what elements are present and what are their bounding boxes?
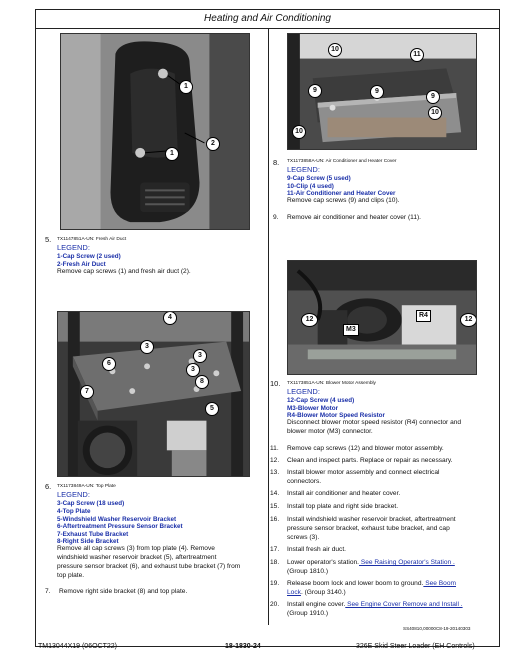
step13-number: 13. (270, 469, 280, 476)
step11-number: 11. (270, 445, 279, 452)
step5-instruction: Remove cap screws (1) and fresh air duct (2). (57, 268, 191, 275)
callout-3: 3 (186, 363, 200, 377)
step5-legend-item: 1-Cap Screw (2 used) (57, 253, 121, 260)
callout-4: 4 (163, 311, 177, 325)
step7-instruction: Remove right side bracket (8) and top plate. (59, 588, 188, 595)
callout-1-lower: 1 (165, 147, 179, 161)
step19-group: . (Group 3140.) (300, 589, 346, 596)
tag-r4: R4 (416, 310, 431, 322)
callout-10: 10 (292, 125, 306, 139)
callout-10: 10 (328, 43, 342, 57)
blower-motor-photo (287, 260, 477, 375)
step8-legend-title: LEGEND: (287, 165, 320, 174)
step18-number: 18. (270, 559, 280, 566)
step19-instruction (287, 580, 456, 589)
step12-number: 12. (270, 457, 280, 464)
column-divider (268, 29, 269, 625)
step5-number: 5. (45, 235, 52, 244)
step6-instruction-line: pressure sensor bracket (6), and exhaust tube bracket (7) from (57, 563, 241, 570)
step8-legend-item: 9-Cap Screw (5 used) (287, 175, 351, 182)
callout-12: 12 (460, 313, 477, 327)
step9-number: 9. (273, 214, 279, 221)
step6-instruction-line: Remove all cap screws (3) from top plate (4). Remove (57, 545, 215, 552)
fresh-air-duct-photo (60, 33, 250, 230)
tag-m3: M3 (343, 324, 359, 336)
callout-8: 8 (195, 375, 209, 389)
boom-lock-link[interactable]: See Boom (423, 580, 456, 587)
step10-figure-caption: TX1173851A-UN: Blower Motor Assembly (287, 381, 376, 386)
step11-instruction: Remove cap screws (12) and blower motor assembly. (287, 445, 444, 452)
step19-text: Release boom lock and lower boom to ground. (287, 580, 424, 587)
step6-legend-item: 5-Windshield Washer Reservoir Bracket (57, 516, 177, 523)
footer-page-number: 18-1830-24 (225, 643, 261, 650)
boom-lock-link-cont[interactable]: Lock (287, 589, 301, 596)
step20-group: (Group 1910.) (287, 610, 329, 617)
step7-number: 7. (45, 588, 51, 595)
step6-figure-caption: TX1173849A-UN: Top Plate (57, 484, 116, 489)
step17-number: 17. (270, 546, 280, 553)
step10-instruction-line: blower motor (M3) connector. (287, 428, 373, 435)
callout-9: 9 (308, 84, 322, 98)
step10-number: 10. (270, 379, 281, 388)
step6-legend-item: 3-Cap Screw (18 used) (57, 500, 125, 507)
callout-3: 3 (140, 340, 154, 354)
step6-legend-item: 7-Exhaust Tube Bracket (57, 531, 129, 538)
step18-text: Lower operator's station. (287, 559, 359, 566)
step10-legend-item: M3-Blower Motor (287, 405, 339, 412)
step6-legend-title: LEGEND: (57, 490, 90, 499)
step14-number: 14. (270, 490, 280, 497)
step6-legend-item: 4-Top Plate (57, 508, 91, 515)
ac-heater-cover-photo (287, 33, 477, 150)
step18-instruction (287, 559, 455, 568)
step16-instruction-line: pressure sensor bracket, exhaust tube bracket, and cap (287, 525, 450, 532)
step10-instruction-line: Disconnect blower motor speed resistor (R4) connector and (287, 419, 462, 426)
raising-operators-station-link[interactable]: See Raising Operator's Station . (359, 559, 455, 566)
step6-instruction-line: windshield washer reservoir bracket (5), aftertreatment (57, 554, 217, 561)
step15-instruction: Install top plate and right side bracket. (287, 503, 399, 510)
callout-6: 6 (102, 357, 116, 371)
step15-number: 15. (270, 503, 280, 510)
engine-cover-link[interactable]: See Engine Cover Remove and Install . (345, 601, 463, 608)
step6-legend-item: 8-Right Side Bracket (57, 538, 119, 545)
callout-12: 12 (301, 313, 318, 327)
callout-11: 11 (410, 48, 424, 62)
step6-legend-item: 6-Aftertreatment Pressure Sensor Bracket (57, 523, 183, 530)
page-header: Heating and Air Conditioning (35, 9, 500, 29)
step8-legend-item: 10-Clip (4 used) (287, 183, 334, 190)
step13-instruction-line: connectors. (287, 478, 322, 485)
step8-number: 8. (273, 158, 280, 167)
step16-instruction-line: Install windshield washer reservoir bracket, aftertreatment (287, 516, 456, 523)
section-id: SS40810,00000C8-19-20140303 (403, 626, 471, 631)
step19-line2 (287, 589, 346, 598)
step12-instruction: Clean and inspect parts. Replace or repair as necessary. (287, 457, 453, 464)
step20-text: Install engine cover. (287, 601, 346, 608)
step16-instruction-line: screws (3). (287, 534, 320, 541)
step20-number: 20. (270, 601, 280, 608)
step10-legend-title: LEGEND: (287, 387, 320, 396)
callout-7: 7 (80, 385, 94, 399)
step6-instruction-line: top plate. (57, 572, 85, 579)
top-plate-photo (57, 311, 250, 477)
step8-legend-item: 11-Air Conditioner and Heater Cover (287, 190, 396, 197)
callout-1: 1 (179, 80, 193, 94)
step20-instruction (287, 601, 463, 610)
step5-legend-title: LEGEND: (57, 243, 90, 252)
step17-instruction: Install fresh air duct. (287, 546, 347, 553)
step13-instruction-line: Install blower motor assembly and connect electrical (287, 469, 440, 476)
callout-9: 9 (426, 90, 440, 104)
step9-instruction: Remove air conditioner and heater cover (11). (287, 214, 422, 221)
footer-model: 326E Skid Steer Loader (EH Controls) (356, 643, 475, 650)
step6-number: 6. (45, 482, 52, 491)
callout-9: 9 (370, 85, 384, 99)
footer-manual-id: TM13044X19 (06OCT22) (38, 643, 117, 650)
step5-legend-item: 2-Fresh Air Duct (57, 261, 106, 268)
step19-number: 19. (270, 580, 280, 587)
step8-instruction: Remove cap screws (9) and clips (10). (287, 197, 400, 204)
step8-figure-caption: TX1173858A-UN: Air Conditioner and Heater Cover (287, 159, 397, 164)
step18-group: (Group 1810.) (287, 568, 329, 575)
callout-2: 2 (206, 137, 220, 151)
step5-figure-caption: TX1147851A-UN: Fresh Air Duct (57, 237, 127, 242)
step14-instruction: Install air conditioner and heater cover. (287, 490, 401, 497)
step10-legend-item: R4-Blower Motor Speed Resistor (287, 412, 385, 419)
callout-3: 3 (193, 349, 207, 363)
callout-5: 5 (205, 402, 219, 416)
callout-10: 10 (428, 106, 442, 120)
step10-legend-item: 12-Cap Screw (4 used) (287, 397, 355, 404)
step16-number: 16. (270, 516, 280, 523)
